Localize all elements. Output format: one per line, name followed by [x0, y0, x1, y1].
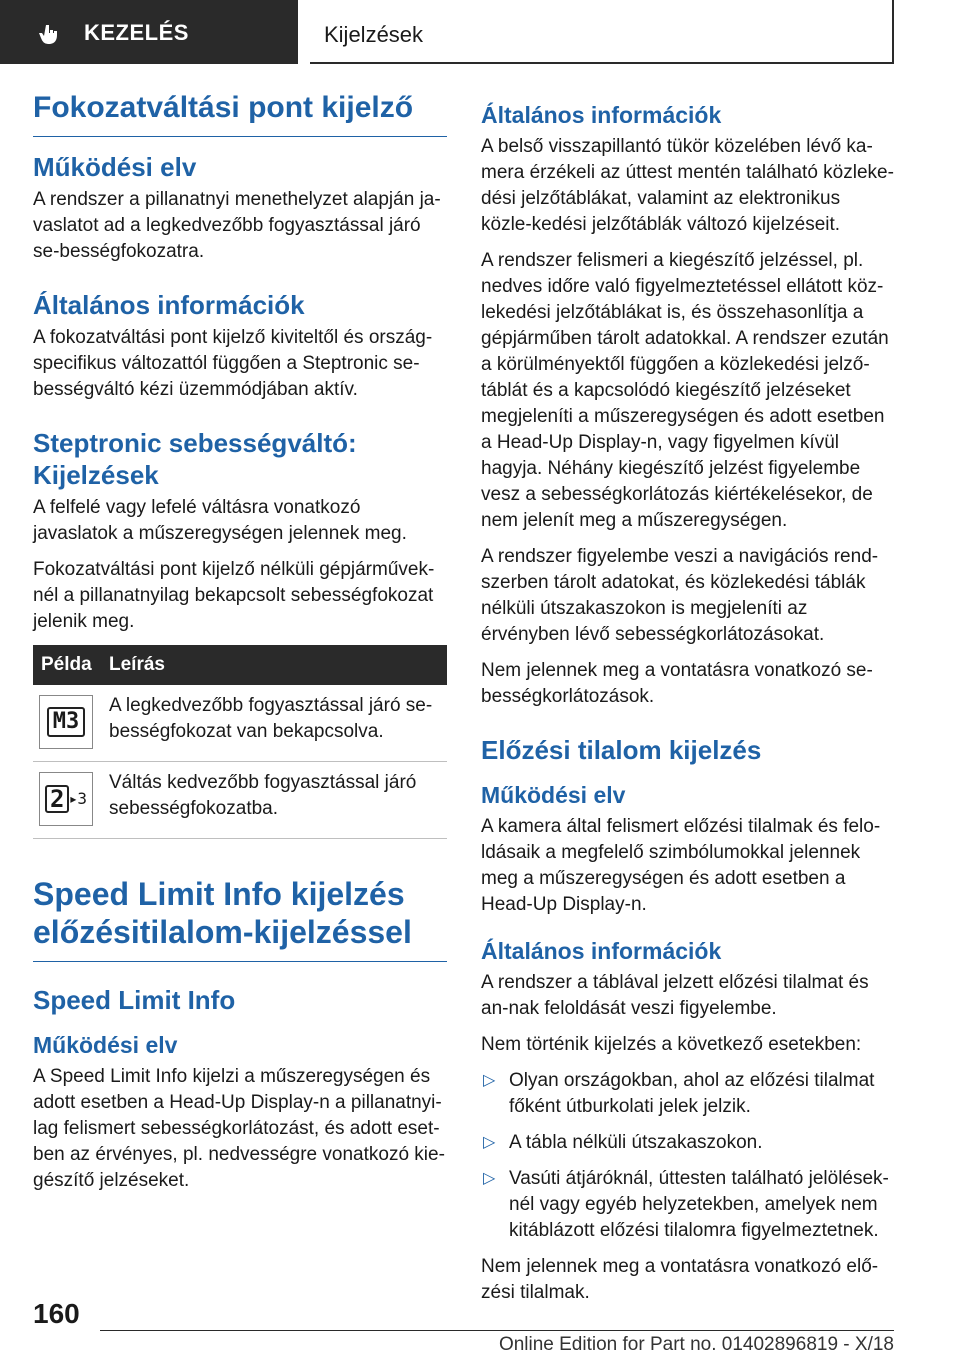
- header-tab-label: KEZELÉS: [84, 20, 189, 45]
- table-cell-description: A legkedvezőbb fogyasztással járó se-bességfokozat van bekapcsolva.: [101, 685, 447, 762]
- paragraph: A rendszer figyelembe veszi a navigációs rend-szerben tárolt adatokat, és közlekedési táblák nélküli útszakaszokon is megjeleníti az érvényben lévő sebességkorlátozásokat.: [481, 546, 879, 645]
- paragraph: Nem jelennek meg a vontatásra vonatkozó elő-zési tilalmak.: [481, 1256, 879, 1303]
- example-table: [33, 645, 447, 839]
- header-tab: [0, 0, 298, 64]
- footer-rule: [100, 1330, 894, 1331]
- list-item: ▷ Vasúti átjáróknál, úttesten található jelölések-nél vagy egyéb helyzetekben, amelyek nem kitáblázott előzési tilalomra figyelmeztetnek.: [483, 1168, 889, 1241]
- gear-symbol: M3: [47, 707, 86, 737]
- paragraph: A rendszer felismeri a kiegészítő jelzéssel, pl. nedves időre való figyelmeztetéssel ellátott köz-lekedési jelzőtáblákat is, és összehasonlítja a gépjárműben tárolt adatokkal. A rendszer ezután a körülményektől függően a közlekedési jelző-táblát és a kapcsolódó kiegészítő jelzéseket megjeleníti a műszeregységen és adott esetben a Head-Up Display-n, vagy figyelmen kívül hagyja. Néhány kiegészítő jelzést figyelembe vesz a sebességkorlátozás kiértékelésekor, de nem jelenít meg a műszeregységen.: [481, 250, 889, 531]
- section-heading: Általános információk: [33, 290, 305, 320]
- paragraph: Nem történik kijelzés a következő esetekben:: [481, 1034, 862, 1055]
- gear-symbol: 2: [45, 785, 69, 813]
- header-section-title: Kijelzések: [324, 22, 424, 47]
- hand-pointer-icon: [38, 22, 62, 46]
- bullet-list: [481, 1068, 895, 1244]
- section-heading: Steptronic sebességváltó: Kijelzések: [33, 428, 357, 490]
- list-item: ▷ A tábla nélküli útszakaszokon.: [481, 1130, 895, 1156]
- paragraph: A rendszer a pillanatnyi menethelyzet alapján ja-vaslatot ad a legkedvezőbb fogyasztással járó se-bességfokozatra.: [33, 189, 441, 262]
- paragraph: A belső visszapillantó tükör közelében lévő ka-mera érzékeli az úttest mentén található közleke-dési jelzőtáblákat, valamint az elektronikus közle-kedési jelzőtáblák változó kijelzéseit.: [481, 136, 894, 235]
- page-number: 160: [33, 1298, 80, 1329]
- gear-indicator-icon: [39, 695, 93, 749]
- paragraph: A fokozatváltási pont kijelző kiviteltől és ország-specifikus változattól függően a Steptronic se-bességváltó kézi üzemmódjában aktív.: [33, 327, 433, 400]
- table-header-example: Példa: [33, 645, 101, 685]
- subsection-heading: Működési elv: [481, 782, 626, 808]
- paragraph: Fokozatváltási pont kijelző nélküli gépjárművek-nél a pillanatnyilag bekapcsolt sebességfokozat jelenik meg.: [33, 559, 435, 632]
- section-heading: Előzési tilalom kijelzés: [481, 735, 762, 765]
- triangle-bullet-icon: ▷: [483, 1134, 496, 1151]
- paragraph: A rendszer a táblával jelzett előzési tilalmat és an-nak feloldását veszi figyelembe.: [481, 972, 869, 1019]
- header-section: [310, 0, 894, 64]
- section-title: Speed Limit Info kijelzés előzésitilalom-kijelzéssel: [33, 876, 412, 950]
- title-rule: [33, 875, 447, 962]
- left-column: [33, 90, 447, 1204]
- section-heading: Speed Limit Info: [33, 985, 236, 1015]
- paragraph: A Speed Limit Info kijelzi a műszeregységen és adott esetben a Head-Up Display-n a pillanatnyi-lag felismert sebességkorlátozást, és adott eset-ben az érvényes, pl. nedvességre vonatkozó kie-gészítő jelzéseket.: [33, 1066, 445, 1191]
- section-heading: Működési elv: [33, 152, 197, 182]
- paragraph: Nem jelennek meg a vontatásra vonatkozó se-bességkorlátozások.: [481, 660, 873, 707]
- table-row: [33, 762, 447, 839]
- table-header-description: Leírás: [101, 645, 447, 685]
- table-cell-description: Váltás kedvezőbb fogyasztással járó sebességfokozatba.: [101, 762, 447, 839]
- subsection-heading: Általános információk: [481, 938, 722, 964]
- paragraph: A felfelé vagy lefelé váltásra vonatkozó javaslatok a műszeregységen jelennek meg.: [33, 497, 407, 544]
- arrow-right-icon: ▸: [70, 792, 77, 806]
- triangle-bullet-icon: ▷: [483, 1072, 496, 1089]
- footer-edition: Online Edition for Part no. 01402896819 - X/18: [498, 1334, 894, 1355]
- page-title: Fokozatváltási pont kijelző: [33, 91, 414, 124]
- triangle-bullet-icon: ▷: [483, 1170, 496, 1187]
- gear-symbol-target: 3: [77, 789, 88, 808]
- list-item: ▷ Olyan országokban, ahol az előzési tilalmat főként útburkolati jelek jelzik.: [483, 1070, 875, 1117]
- subsection-heading: Működési elv: [33, 1032, 178, 1058]
- subsection-heading: Általános információk: [481, 102, 722, 128]
- table-row: [33, 685, 447, 762]
- title-rule: [33, 90, 447, 137]
- paragraph: A kamera által felismert előzési tilalmak és felo-ldásaik a megfelelő szimbólumokkal jelennek meg a műszeregységen és adott esetben a Head-Up Display-n.: [481, 816, 881, 915]
- gear-shift-suggestion-icon: [39, 772, 93, 826]
- right-column: [481, 100, 895, 1316]
